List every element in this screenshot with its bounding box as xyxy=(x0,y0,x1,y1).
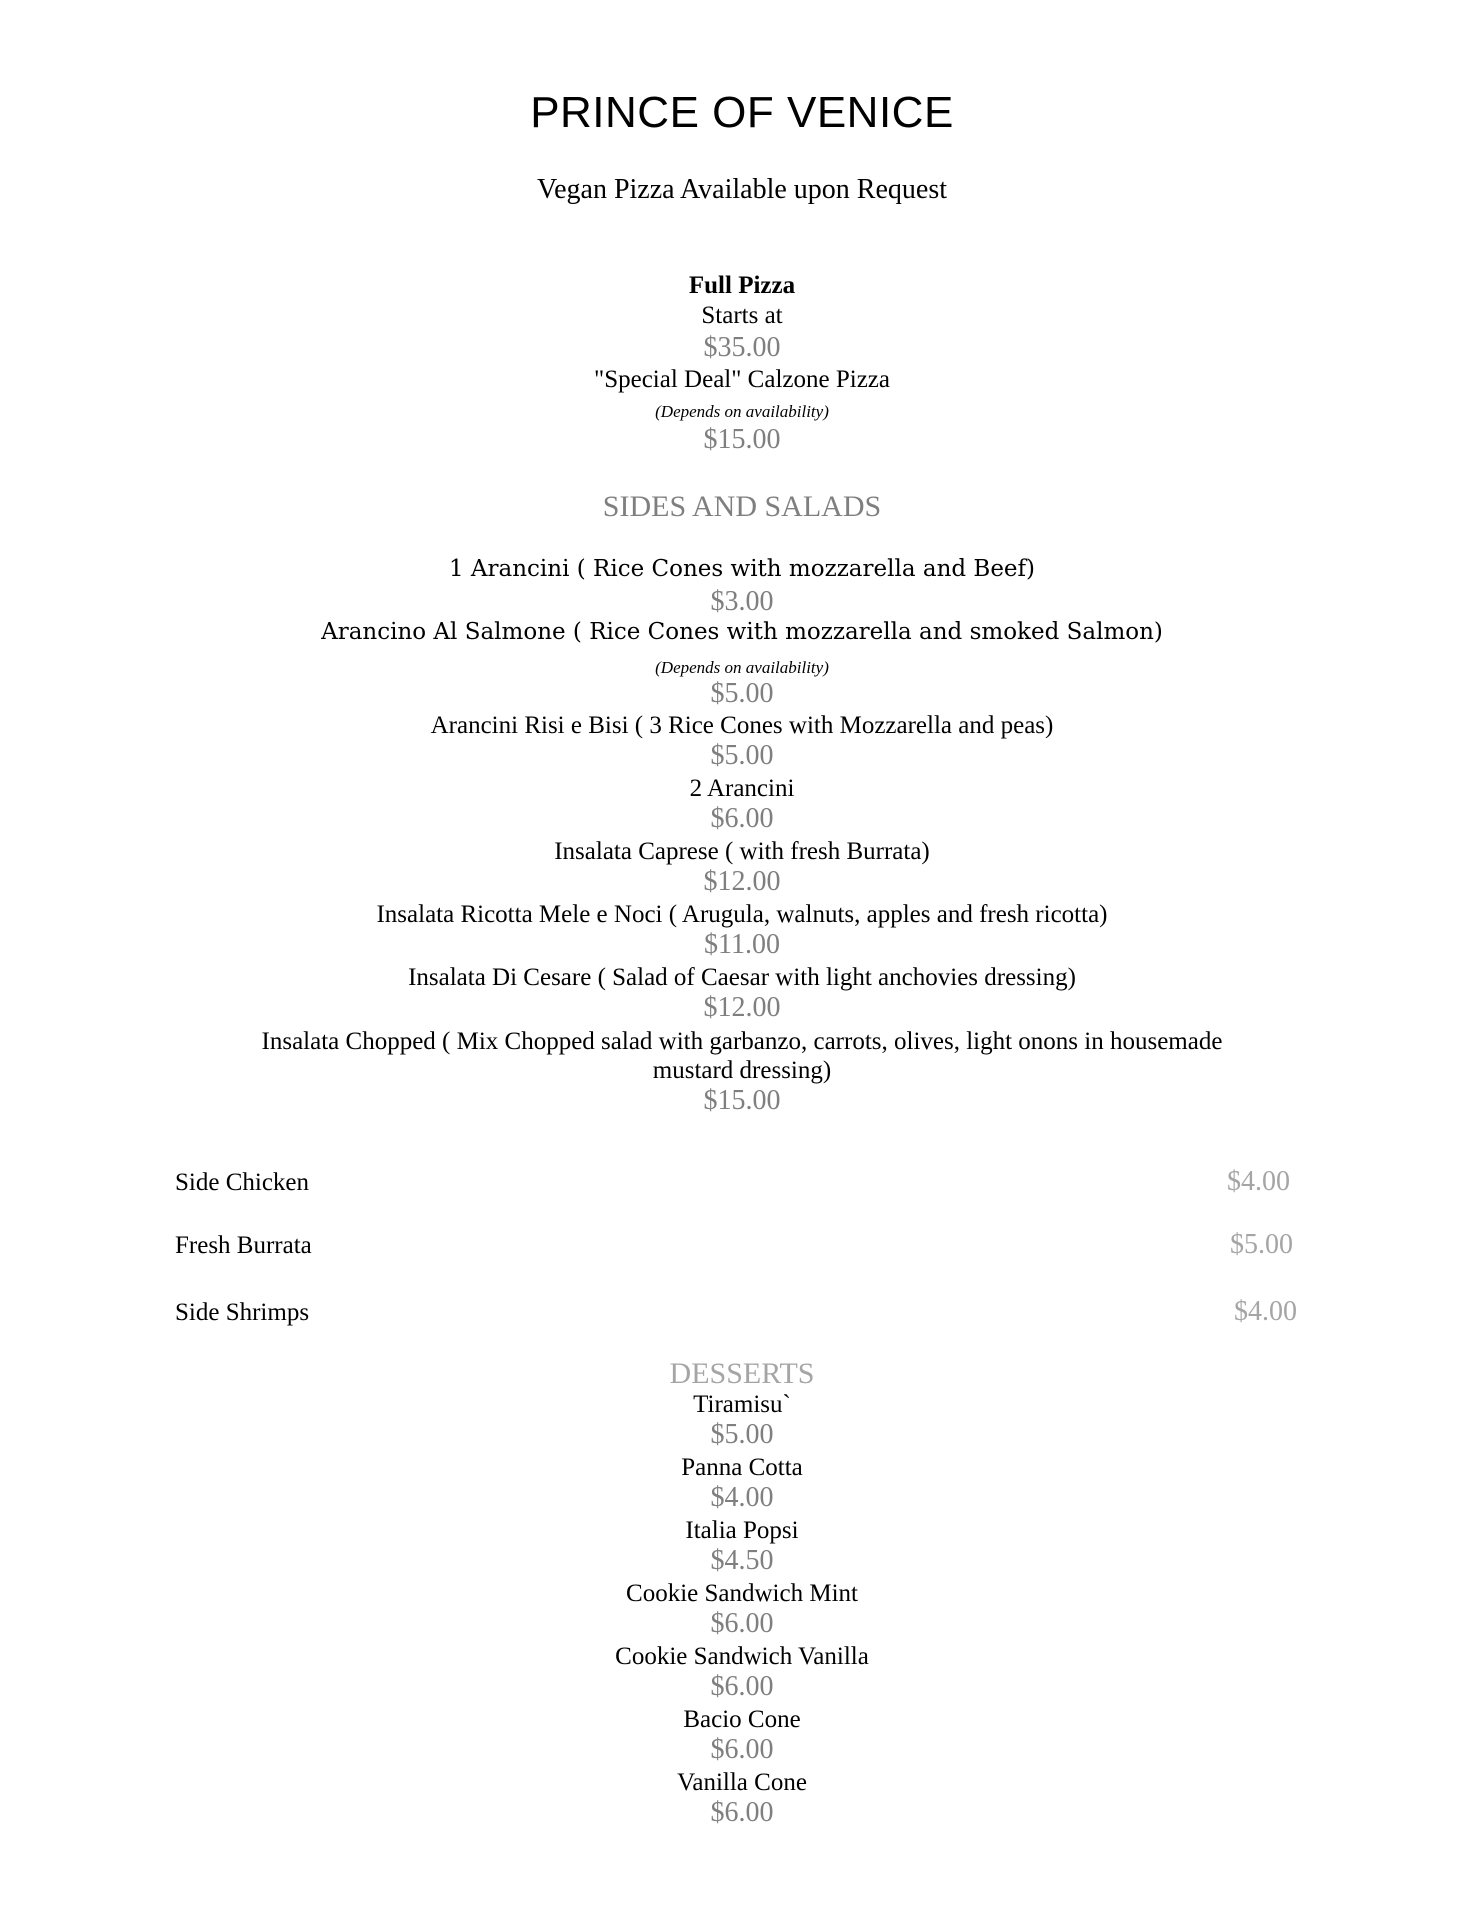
addon-name: Fresh Burrata xyxy=(175,1232,312,1259)
sides-heading: SIDES AND SALADS xyxy=(602,490,882,523)
calzone-note: (Depends on availability) xyxy=(655,402,829,421)
side-item-name-line1: Insalata Chopped ( Mix Chopped salad with garbanzo, carrots, olives, light onons in housemade xyxy=(261,1028,1223,1055)
dessert-price: $6.00 xyxy=(710,1608,774,1639)
side-item-name: Insalata Caprese ( with fresh Burrata) xyxy=(554,838,930,865)
addon-price: $5.00 xyxy=(1230,1229,1293,1260)
side-item-price: $12.00 xyxy=(703,992,781,1023)
dessert-name: Vanilla Cone xyxy=(677,1769,807,1796)
side-item-price: $5.00 xyxy=(710,678,774,709)
dessert-price: $4.50 xyxy=(710,1545,774,1576)
addon-name: Side Shrimps xyxy=(175,1299,310,1326)
menu-title: PRINCE OF VENICE xyxy=(530,88,954,137)
side-item-price: $5.00 xyxy=(710,740,774,771)
dessert-price: $4.00 xyxy=(710,1482,774,1513)
dessert-price: $6.00 xyxy=(710,1671,774,1702)
side-item-price: $15.00 xyxy=(703,1085,781,1116)
dessert-name: Tiramisu` xyxy=(693,1391,791,1418)
dessert-price: $6.00 xyxy=(710,1734,774,1765)
dessert-name: Italia Popsi xyxy=(685,1517,799,1544)
dessert-price: $6.00 xyxy=(710,1797,774,1828)
side-item-name: 1 Arancini ( Rice Cones with mozzarella and Beef) xyxy=(448,556,1036,582)
dessert-name: Cookie Sandwich Vanilla xyxy=(615,1643,869,1670)
side-item-name: Insalata Di Cesare ( Salad of Caesar with light anchovies dressing) xyxy=(408,964,1076,991)
menu-subtitle: Vegan Pizza Available upon Request xyxy=(536,174,948,205)
calzone-name: "Special Deal" Calzone Pizza xyxy=(594,366,890,393)
side-item-price: $12.00 xyxy=(703,866,781,897)
addon-price: $4.00 xyxy=(1227,1166,1290,1197)
side-item-name-line2: mustard dressing) xyxy=(652,1057,832,1084)
side-item-price: $3.00 xyxy=(710,586,774,617)
side-item-note: (Depends on availability) xyxy=(655,658,829,677)
side-item-name: Arancino Al Salmone ( Rice Cones with mozzarella and smoked Salmon) xyxy=(321,619,1163,645)
side-item-name: Arancini Risi e Bisi ( 3 Rice Cones with Mozzarella and peas) xyxy=(430,712,1054,739)
pizza-heading: Full Pizza xyxy=(688,272,796,299)
calzone-price: $15.00 xyxy=(703,424,781,455)
side-item-name: 2 Arancini xyxy=(689,775,795,802)
desserts-heading: DESSERTS xyxy=(669,1357,815,1390)
side-item-price: $6.00 xyxy=(710,803,774,834)
side-item-price: $11.00 xyxy=(704,929,780,960)
addon-price: $4.00 xyxy=(1234,1296,1297,1327)
dessert-price: $5.00 xyxy=(710,1419,774,1450)
pizza-starts-at: Starts at xyxy=(701,302,783,329)
addon-name: Side Chicken xyxy=(175,1169,310,1196)
pizza-price: $35.00 xyxy=(703,332,781,363)
dessert-name: Cookie Sandwich Mint xyxy=(626,1580,858,1607)
side-item-name: Insalata Ricotta Mele e Noci ( Arugula, walnuts, apples and fresh ricotta) xyxy=(376,901,1108,928)
dessert-name: Bacio Cone xyxy=(683,1706,801,1733)
dessert-name: Panna Cotta xyxy=(681,1454,803,1481)
